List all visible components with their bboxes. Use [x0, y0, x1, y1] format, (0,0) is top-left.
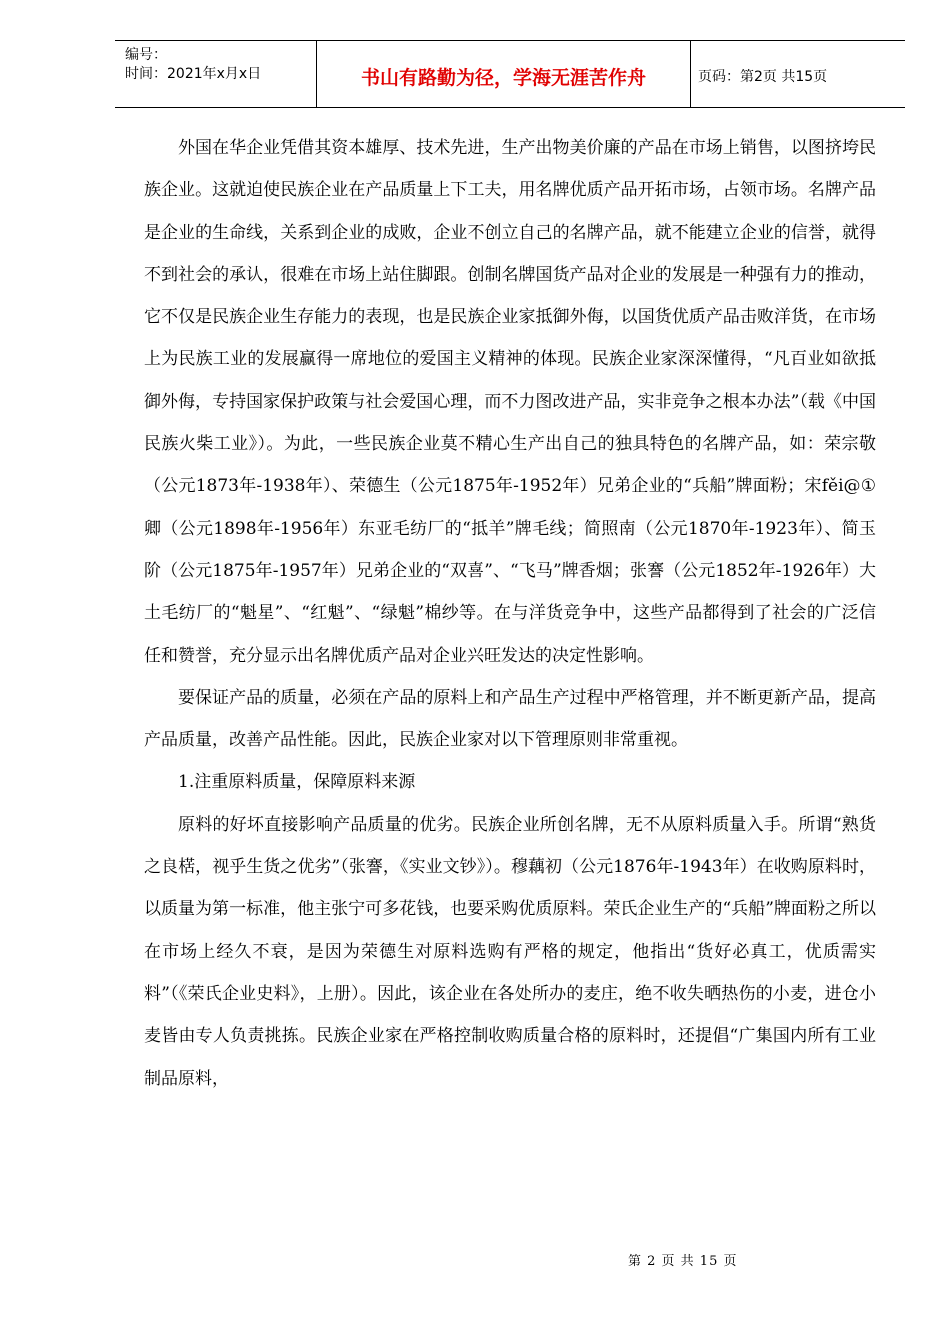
header-page-cell: [690, 41, 905, 107]
paragraph: 原料的好坏直接影响产品质量的优劣。民族企业所创名牌，无不从原料质量入手。所谓“熟货之良楛，视乎生货之优劣”（张謇，《实业文钞》）。穆藕初（公元1876年-1943年）在收购原料时，以质量为第一标准，他主张宁可多花钱，也要采购优质原料。荣氏企业生产的“兵船”牌面粉之所以在市场上经久不衰，是因为荣德生对原料选购有严格的规定，他指出“货好必真工，优质需实料”（《荣氏企业史料》，上册）。因此，该企业在各处所办的麦庄，绝不收失晒热伤的小麦，进仓小麦皆由专人负责挑拣。民族企业家在严格控制收购质量合格的原料时，还提倡“广集国内所有工业制品原料，: [144, 814, 876, 1089]
time-label: 时间：2021年x月x日: [125, 66, 262, 82]
header-motto-cell: [316, 41, 691, 107]
page-header: [115, 40, 905, 108]
paragraph: 要保证产品的质量，必须在产品的原料上和产品生产过程中严格管理，并不断更新产品，提高产品质量，改善产品性能。因此，民族企业家对以下管理原则非常重视。: [144, 687, 876, 751]
header-meta: [115, 41, 315, 107]
paragraph: 外国在华企业凭借其资本雄厚、技术先进，生产出物美价廉的产品在市场上销售，以图挤垮民族企业。这就迫使民族企业在产品质量上下工夫，用名牌优质产品开拓市场，占领市场。名牌产品是企业的生命线，关系到企业的成败，企业不创立自己的名牌产品，就不能建立企业的信誉，就得不到社会的承认，很难在市场上站住脚跟。创制名牌国货产品对企业的发展是一种强有力的推动，它不仅是民族企业生存能力的表现，也是民族企业家抵御外侮，以国货优质产品击败洋货，在市场上为民族工业的发展赢得一席地位的爱国主义精神的体现。民族企业家深深懂得，“凡百业如欲抵御外侮，专持国家保护政策与社会爱国心理，而不力图改进产品，实非竞争之根本办法”（载《中国民族火柴工业》）。为此，一些民族企业莫不精心生产出自己的独具特色的名牌产品，如：荣宗敬（公元1873年-1938年）、荣德生（公元1875年-1952年）兄弟企业的“兵船”牌面粉；宋fěi@①卿（公元1898年-1956年）东亚毛纺厂的“抵羊”牌毛线；简照南（公元1870年-1923年）、简玉阶（公元1875年-1957年）兄弟企业的“双喜”、“飞马”牌香烟；张謇（公元1852年-1926年）大土毛纺厂的“魁星”、“红魁”、“绿魁”棉纱等。在与洋货竞争中，这些产品都得到了社会的广泛信任和赞誉，充分显示出名牌优质产品对企业兴旺发达的决定性影响。: [144, 138, 876, 666]
page-footer: 第 2 页 共 15 页: [628, 1254, 738, 1269]
motto: 书山有路勤为径，学海无涯苦作舟: [360, 67, 646, 89]
body-text: [144, 127, 876, 1100]
page-code: 页码：第2页 共15页: [698, 69, 828, 85]
serial-label: 编号：: [125, 47, 167, 63]
section-heading: 1.注重原料质量，保障原料来源: [178, 772, 416, 793]
